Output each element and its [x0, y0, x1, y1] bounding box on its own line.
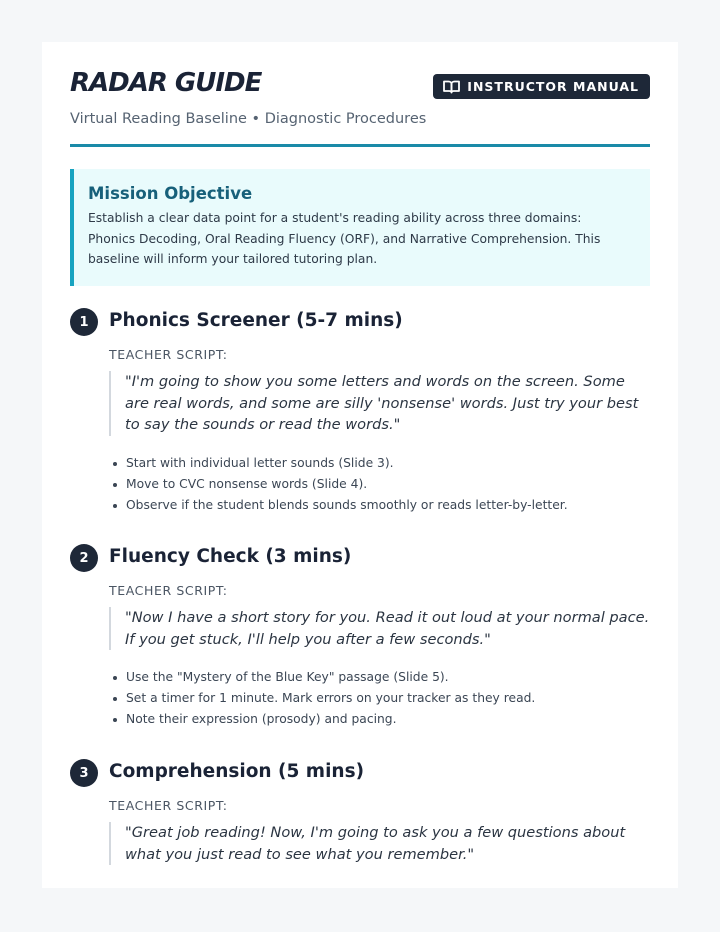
page-subtitle: Virtual Reading Baseline • Diagnostic Procedures	[70, 111, 427, 127]
mission-objective-callout	[70, 169, 650, 286]
document-page	[42, 42, 678, 888]
list-item: Note their expression (prosody) and pacing.	[109, 709, 650, 730]
objective-heading: Mission Objective	[88, 184, 253, 203]
list-item: Use the "Mystery of the Blue Key" passage (Slide 5).	[109, 667, 650, 688]
section-title: Fluency Check (3 mins)	[109, 546, 352, 567]
procedure-list	[109, 667, 650, 730]
teacher-script-label: TEACHER SCRIPT:	[109, 583, 228, 598]
section-title: Phonics Screener (5-7 mins)	[109, 310, 403, 331]
teacher-script-label: TEACHER SCRIPT:	[109, 798, 228, 813]
procedure-list	[109, 453, 650, 516]
objective-text: Establish a clear data point for a student's reading ability across three domains: Phonics Decoding, Oral Reading Fluency (ORF), and Narrative Comprehension. This baseline will inform your tailored tutoring plan.	[88, 211, 601, 266]
teacher-script-quote: "I'm going to show you some letters and words on the screen. Some are real words, and some are silly 'nonsense' words. Just try your best to say the sounds or read the words."	[109, 371, 650, 436]
list-item: Move to CVC nonsense words (Slide 4).	[109, 474, 650, 495]
section-title: Comprehension (5 mins)	[109, 761, 365, 782]
teacher-script-label: TEACHER SCRIPT:	[109, 347, 228, 362]
teacher-script-quote: "Now I have a short story for you. Read it out loud at your normal pace. If you get stuck, I'll help you after a few seconds."	[109, 607, 650, 650]
badge-label: INSTRUCTOR MANUAL	[467, 79, 639, 94]
list-item: Observe if the student blends sounds smoothly or reads letter-by-letter.	[109, 495, 650, 516]
step-number-badge: 3	[70, 759, 98, 787]
header-divider	[70, 144, 650, 147]
step-number-badge: 1	[70, 308, 98, 336]
list-item: Start with individual letter sounds (Slide 3).	[109, 453, 650, 474]
step-number-badge: 2	[70, 544, 98, 572]
page-title: RADAR GUIDE	[70, 68, 262, 98]
open-book-icon	[443, 80, 460, 94]
list-item: Set a timer for 1 minute. Mark errors on your tracker as they read.	[109, 688, 650, 709]
instructor-manual-badge	[433, 74, 650, 99]
teacher-script-quote: "Great job reading! Now, I'm going to ask you a few questions about what you just read to see what you remember."	[109, 822, 650, 865]
